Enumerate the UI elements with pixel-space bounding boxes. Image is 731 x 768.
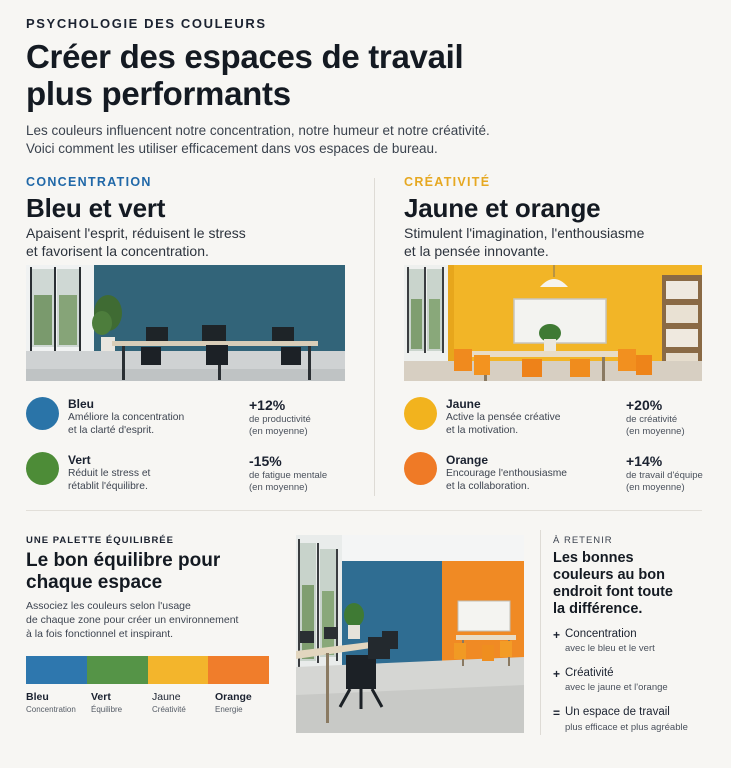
palette-name-blue: Bleu (26, 691, 49, 703)
palette-name-orange: Orange (215, 691, 252, 703)
creativite-desc-line1: Stimulent l'imagination, l'enthousiasme (404, 225, 645, 241)
blue-desc-line2: et la clarté d'esprit. (68, 425, 155, 436)
concentration-title: Bleu et vert (26, 193, 166, 223)
retenir-main-1: Concentration (565, 628, 637, 640)
yellow-stat-line1: de créativité (626, 414, 678, 425)
retenir-symbol-3: = (553, 706, 561, 720)
page-title-line2: plus performants (26, 75, 291, 112)
creativite-desc-line2: et la pensée innovante. (404, 243, 549, 259)
blue-stat-line2: (en moyenne) (249, 426, 308, 437)
orange-stat-line2: (en moyenne) (626, 482, 685, 493)
orange-swatch-dot (404, 452, 437, 485)
palette-name-green: Vert (91, 691, 111, 703)
green-stat-line2: (en moyenne) (249, 482, 308, 493)
blue-name: Bleu (68, 397, 95, 411)
orange-name: Orange (446, 453, 489, 467)
retenir-title-line4: la différence. (553, 601, 643, 617)
green-stat-line1: de fatigue mentale (249, 470, 328, 481)
palette-title-line1: Le bon équilibre pour (26, 550, 221, 571)
blue-swatch-dot (26, 397, 59, 430)
yellow-desc-line2: et la motivation. (446, 425, 519, 436)
blue-desc-line1: Améliore la concentration (68, 412, 185, 423)
orange-stat-value: +14% (626, 453, 663, 469)
palette-swatch-blue (26, 656, 87, 684)
retenir-title-line3: endroit font toute (553, 584, 674, 600)
blue-stat-value: +12% (249, 397, 286, 413)
palette-swatch-green (87, 656, 148, 684)
palette-label: UNE PALETTE ÉQUILIBRÉE (26, 535, 174, 546)
palette-name-yellow: Jaune (152, 691, 181, 703)
yellow-desc-line1: Active la pensée créative (446, 412, 561, 423)
yellow-stat-value: +20% (626, 397, 663, 413)
creativite-title: Jaune et orange (404, 193, 601, 223)
green-desc-line1: Réduit le stress et (68, 468, 151, 479)
retenir-sub-1: avec le bleu et le vert (565, 643, 655, 654)
retenir-sub-3: plus efficace et plus agréable (565, 722, 688, 733)
retenir-label: À RETENIR (553, 535, 613, 546)
blue-office-photo (26, 265, 345, 381)
retenir-main-3: Un espace de travail (565, 706, 670, 718)
palette-sub-orange: Energie (215, 705, 243, 714)
retenir-title-line1: Les bonnes (553, 550, 634, 566)
palette-swatch-orange (208, 656, 269, 684)
concentration-desc-line1: Apaisent l'esprit, réduisent le stress (26, 225, 246, 241)
mixed-office-photo (296, 535, 524, 733)
palette-swatch-yellow (148, 656, 209, 684)
creativite-label: CRÉATIVITÉ (404, 175, 491, 189)
retenir-title-line2: couleurs au bon (553, 567, 665, 583)
column-divider (374, 178, 375, 496)
orange-stat-line1: de travail d'équipe (626, 470, 703, 481)
palette-sub-green: Équilibre (91, 705, 123, 714)
palette-desc-line3: à la fois fonctionnel et inspirant. (26, 628, 174, 640)
intro-line2: Voici comment les utiliser efficacement dans vos espaces de bureau. (26, 141, 438, 156)
yellow-stat-line2: (en moyenne) (626, 426, 685, 437)
retenir-symbol-2: + (553, 667, 561, 681)
retenir-divider (540, 530, 541, 735)
palette-desc-line1: Associez les couleurs selon l'usage (26, 600, 191, 612)
yellow-office-photo (404, 265, 702, 381)
palette-sub-blue: Concentration (26, 705, 76, 714)
retenir-symbol-1: + (553, 628, 561, 642)
palette-desc-line2: de chaque zone pour créer un environnement (26, 614, 239, 626)
orange-desc-line1: Encourage l'enthousiasme (446, 468, 568, 479)
intro-line1: Les couleurs influencent notre concentration, notre humeur et notre créativité. (26, 123, 490, 138)
retenir-main-2: Créativité (565, 667, 614, 679)
section-divider (26, 510, 702, 511)
yellow-name: Jaune (446, 397, 481, 411)
green-name: Vert (68, 453, 91, 467)
palette-sub-yellow: Créativité (152, 705, 186, 714)
blue-stat-line1: de productivité (249, 414, 311, 425)
eyebrow: PSYCHOLOGIE DES COULEURS (26, 16, 267, 31)
green-stat-value: -15% (249, 453, 282, 469)
concentration-desc-line2: et favorisent la concentration. (26, 243, 209, 259)
retenir-sub-2: avec le jaune et l'orange (565, 682, 668, 693)
palette-bar (26, 656, 269, 684)
concentration-label: CONCENTRATION (26, 175, 152, 189)
page-title-line1: Créer des espaces de travail (26, 38, 464, 75)
green-desc-line2: rétablit l'équilibre. (68, 481, 148, 492)
palette-title-line2: chaque espace (26, 572, 163, 593)
yellow-swatch-dot (404, 397, 437, 430)
orange-desc-line2: et la collaboration. (446, 481, 530, 492)
green-swatch-dot (26, 452, 59, 485)
